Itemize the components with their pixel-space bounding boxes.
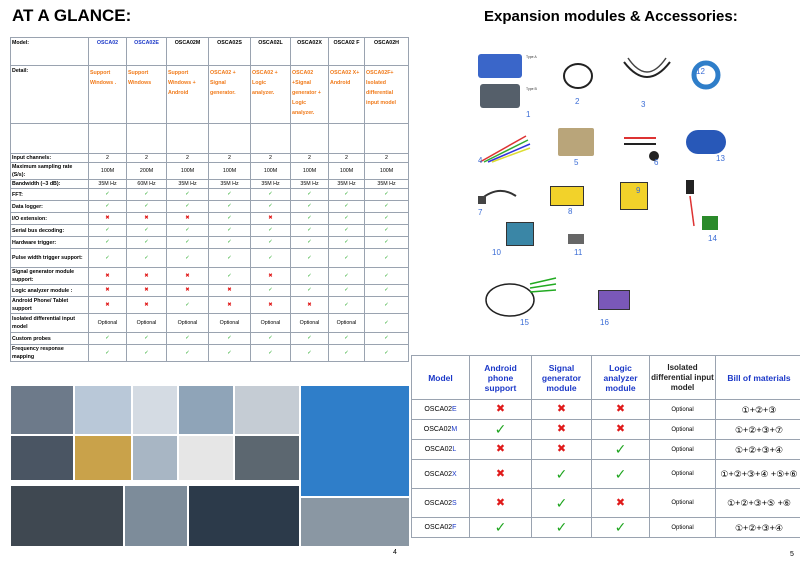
model-prefix: OSCA02	[423, 426, 452, 433]
check-icon: ✓	[329, 213, 365, 225]
model-suffix: X	[451, 470, 457, 478]
table-row	[412, 460, 800, 489]
row-label: FFT:	[11, 189, 89, 201]
detail-cell: Support Windows	[127, 66, 167, 124]
value-cell: 35M Hz	[209, 180, 251, 189]
accessory-connector	[568, 234, 584, 244]
check-icon: ✓	[592, 440, 650, 460]
photo-board	[74, 435, 132, 481]
bom-cell: ①+②+③+④	[716, 440, 800, 460]
check-icon: ✓	[127, 333, 167, 345]
isolated-cell: Optional	[650, 489, 716, 518]
accessory-oscilloscope-type-b	[480, 84, 520, 108]
detail-label: Detail:	[11, 66, 89, 124]
check-icon: ✓	[291, 285, 329, 297]
table-row	[11, 66, 409, 124]
check-icon: ✓	[89, 201, 127, 213]
value-cell: 2	[209, 154, 251, 163]
table-row	[11, 333, 409, 345]
accessory-expansion-module	[598, 290, 630, 310]
model-cell	[412, 518, 470, 538]
row-label: Android Phone/ Tablet support	[11, 297, 89, 314]
check-icon: ✓	[470, 518, 532, 538]
check-icon: ✓	[291, 213, 329, 225]
accessory-type-a-label: Type A	[526, 55, 537, 59]
header-label: Model:	[11, 38, 89, 66]
check-icon: ✓	[329, 249, 365, 268]
photo-lab-screens	[188, 485, 300, 547]
cross-icon: ✖	[127, 268, 167, 285]
table-row	[412, 440, 800, 460]
check-icon: ✓	[209, 345, 251, 362]
page-title-right: Expansion modules & Accessories:	[484, 8, 738, 25]
value-cell: Optional	[127, 314, 167, 333]
check-icon: ✓	[291, 345, 329, 362]
value-cell: Optional	[89, 314, 127, 333]
cross-icon: ✖	[89, 268, 127, 285]
cross-icon: ✖	[251, 268, 291, 285]
check-icon: ✓	[291, 201, 329, 213]
cross-icon: ✖	[470, 489, 532, 518]
isolated-cell: Optional	[650, 400, 716, 420]
column-header: Bill of materials	[716, 356, 800, 400]
accessory-logic-leads	[480, 274, 560, 322]
check-icon: ✓	[251, 249, 291, 268]
detail-cell: OSCA02 X+ Android	[329, 66, 365, 124]
model-prefix: OSCA02	[424, 470, 452, 478]
accessory-number: 4	[478, 156, 483, 165]
check-icon: ✓	[167, 189, 209, 201]
cross-icon: ✖	[127, 213, 167, 225]
check-icon: ✓	[167, 201, 209, 213]
photo-screen	[10, 435, 74, 481]
isolated-cell: Optional	[650, 460, 716, 489]
check-icon: ✓	[365, 333, 409, 345]
check-icon: ✓	[89, 333, 127, 345]
check-icon: ✓	[329, 189, 365, 201]
isolated-cell: Optional	[650, 420, 716, 440]
table-row	[412, 518, 800, 538]
accessory-number: 5	[574, 158, 579, 167]
cross-icon: ✖	[251, 213, 291, 225]
isolated-cell: Optional	[650, 518, 716, 538]
cross-icon: ✖	[532, 440, 592, 460]
photo-workbench	[124, 485, 188, 547]
cross-icon: ✖	[470, 400, 532, 420]
table-row	[11, 180, 409, 189]
detail-cell: Support Windows .	[89, 66, 127, 124]
check-icon: ✓	[167, 249, 209, 268]
value-cell: 35M Hz	[365, 180, 409, 189]
cross-icon: ✖	[470, 460, 532, 489]
check-icon: ✓	[251, 189, 291, 201]
check-icon: ✓	[209, 213, 251, 225]
check-icon: ✓	[592, 460, 650, 489]
accessory-interface-module	[506, 222, 534, 246]
table-row	[11, 163, 409, 180]
row-label: Input channels:	[11, 154, 89, 163]
row-label: Isolated differential input model	[11, 314, 89, 333]
table-row	[412, 420, 800, 440]
table-row	[11, 225, 409, 237]
check-icon: ✓	[365, 213, 409, 225]
value-cell: 35M Hz	[167, 180, 209, 189]
check-icon: ✓	[532, 518, 592, 538]
accessory-number: 13	[716, 154, 725, 163]
accessory-adapter-board	[558, 128, 594, 156]
value-cell: Optional	[209, 314, 251, 333]
value-cell: 100M	[329, 163, 365, 180]
table-row	[412, 400, 800, 420]
value-cell: 100M	[209, 163, 251, 180]
check-icon: ✓	[167, 345, 209, 362]
check-icon: ✓	[167, 237, 209, 249]
accessory-number: 2	[575, 97, 580, 106]
table-row	[11, 189, 409, 201]
table-row	[11, 297, 409, 314]
check-icon: ✓	[89, 237, 127, 249]
accessory-number: 8	[568, 207, 573, 216]
check-icon: ✓	[329, 237, 365, 249]
accessory-otg-adapter	[476, 180, 520, 208]
accessory-signal-generator	[620, 182, 648, 210]
check-icon: ✓	[329, 225, 365, 237]
cross-icon: ✖	[89, 213, 127, 225]
accessory-number: 9	[636, 186, 641, 195]
row-label: Data logger:	[11, 201, 89, 213]
photo-phone	[234, 435, 300, 481]
accessory-oscilloscope-type-a	[478, 54, 522, 78]
detail-cell: OSCA02F+ Isolated differential input model	[365, 66, 409, 124]
value-cell: 100M	[167, 163, 209, 180]
bill-of-materials-table	[411, 355, 800, 538]
spacer-cell	[291, 124, 329, 154]
cross-icon: ✖	[167, 213, 209, 225]
photo-modules	[132, 385, 178, 435]
check-icon: ✓	[365, 285, 409, 297]
page-number-left: 4	[393, 549, 397, 556]
photo-engineer	[300, 497, 410, 547]
value-cell: 2	[167, 154, 209, 163]
accessory-test-leads	[476, 132, 532, 166]
model-suffix: S	[451, 499, 457, 507]
accessory-number: 7	[478, 208, 483, 217]
photo-cables	[132, 435, 178, 481]
row-label: Bandwidth (−3 dB):	[11, 180, 89, 189]
check-icon: ✓	[251, 345, 291, 362]
value-cell: 200M	[127, 163, 167, 180]
cross-icon: ✖	[209, 297, 251, 314]
detail-cell: OSCA02 + Signal generator.	[209, 66, 251, 124]
photo-current-clamp	[300, 385, 410, 497]
check-icon: ✓	[329, 285, 365, 297]
value-cell: 100M	[291, 163, 329, 180]
model-header: OSCA02 F	[329, 38, 365, 66]
accessory-type-b-label: Type B	[526, 87, 537, 91]
page-number-right: 5	[790, 551, 794, 558]
check-icon: ✓	[291, 237, 329, 249]
check-icon: ✓	[329, 345, 365, 362]
table-row	[11, 345, 409, 362]
check-icon: ✓	[532, 489, 592, 518]
check-icon: ✓	[365, 345, 409, 362]
cross-icon: ✖	[127, 285, 167, 297]
photo-wiring	[178, 435, 234, 481]
row-label: Logic analyzer module :	[11, 285, 89, 297]
row-label: Custom probes	[11, 333, 89, 345]
detail-cell: OSCA02 + Logic analyzer.	[251, 66, 291, 124]
check-icon: ✓	[470, 420, 532, 440]
bom-cell: ①+②+③+⑤ +⑥	[716, 489, 800, 518]
table-row	[11, 201, 409, 213]
value-cell: Optional	[251, 314, 291, 333]
value-cell: 2	[251, 154, 291, 163]
check-icon: ✓	[251, 225, 291, 237]
spacer-cell	[89, 124, 127, 154]
cross-icon: ✖	[251, 297, 291, 314]
model-cell	[412, 489, 470, 518]
value-cell: 2	[329, 154, 365, 163]
row-label: Hardware trigger:	[11, 237, 89, 249]
spacer-cell	[365, 124, 409, 154]
value-cell: 35M Hz	[89, 180, 127, 189]
accessory-usb-cable	[560, 56, 596, 96]
cross-icon: ✖	[89, 285, 127, 297]
check-icon: ✓	[127, 249, 167, 268]
table-row	[11, 249, 409, 268]
value-cell: 100M	[365, 163, 409, 180]
value-cell: 2	[127, 154, 167, 163]
cross-icon: ✖	[592, 400, 650, 420]
check-icon: ✓	[127, 189, 167, 201]
bom-cell: ①+②+③+⑦	[716, 420, 800, 440]
model-prefix: OSCA02	[424, 499, 452, 507]
check-icon: ✓	[365, 314, 409, 333]
cross-icon: ✖	[470, 440, 532, 460]
value-cell: 2	[291, 154, 329, 163]
check-icon: ✓	[167, 225, 209, 237]
check-icon: ✓	[251, 237, 291, 249]
check-icon: ✓	[365, 297, 409, 314]
model-header: OSCA02S	[209, 38, 251, 66]
detail-cell: Support Windows + Android	[167, 66, 209, 124]
accessory-number: 10	[492, 248, 501, 257]
model-header: OSCA02L	[251, 38, 291, 66]
cross-icon: ✖	[532, 400, 592, 420]
check-icon: ✓	[365, 237, 409, 249]
accessory-number: 1	[526, 110, 531, 119]
column-header: Logic analyzer module	[592, 356, 650, 400]
spacer-cell	[329, 124, 365, 154]
check-icon: ✓	[291, 225, 329, 237]
table-row	[412, 489, 800, 518]
check-icon: ✓	[127, 225, 167, 237]
table-row	[11, 268, 409, 285]
value-cell: Optional	[291, 314, 329, 333]
check-icon: ✓	[209, 225, 251, 237]
model-header: OSCA02	[89, 38, 127, 66]
model-cell	[412, 440, 470, 460]
cross-icon: ✖	[167, 285, 209, 297]
model-header: OSCA02H	[365, 38, 409, 66]
check-icon: ✓	[89, 345, 127, 362]
accessory-isolated-probe	[680, 176, 730, 244]
table-row	[11, 237, 409, 249]
accessory-number: 12	[696, 67, 705, 76]
model-header: OSCA02M	[167, 38, 209, 66]
check-icon: ✓	[209, 333, 251, 345]
detail-cell: OSCA02 +Signal generator + Logic analyzer.	[291, 66, 329, 124]
model-prefix: OSCA02	[424, 446, 453, 453]
photo-hand-device	[178, 385, 234, 435]
check-icon: ✓	[291, 333, 329, 345]
row-label: Frequency response mapping	[11, 345, 89, 362]
value-cell: 35M Hz	[329, 180, 365, 189]
model-suffix: F	[452, 524, 457, 531]
photo-device-closeup	[74, 385, 132, 435]
cross-icon: ✖	[291, 297, 329, 314]
spacer-cell	[11, 124, 89, 154]
value-cell: Optional	[329, 314, 365, 333]
check-icon: ✓	[167, 333, 209, 345]
check-icon: ✓	[127, 345, 167, 362]
cross-icon: ✖	[532, 420, 592, 440]
check-icon: ✓	[592, 518, 650, 538]
check-icon: ✓	[365, 249, 409, 268]
row-label: Signal generator module support:	[11, 268, 89, 285]
accessory-carry-case	[686, 130, 726, 154]
cross-icon: ✖	[127, 297, 167, 314]
page-title-left: AT A GLANCE:	[12, 6, 132, 25]
cross-icon: ✖	[167, 268, 209, 285]
accessory-logic-module	[550, 186, 584, 206]
isolated-cell: Optional	[650, 440, 716, 460]
bom-cell: ①+②+③+④ +⑤+⑥	[716, 460, 800, 489]
check-icon: ✓	[209, 249, 251, 268]
check-icon: ✓	[209, 189, 251, 201]
check-icon: ✓	[251, 201, 291, 213]
value-cell: Optional	[167, 314, 209, 333]
cross-icon: ✖	[209, 285, 251, 297]
table-row	[11, 213, 409, 225]
value-cell: 2	[89, 154, 127, 163]
column-header: Signal generator module	[532, 356, 592, 400]
spacer-cell	[167, 124, 209, 154]
check-icon: ✓	[329, 201, 365, 213]
value-cell: 60M Hz	[127, 180, 167, 189]
row-label: Pulse width trigger support:	[11, 249, 89, 268]
table-row	[11, 285, 409, 297]
check-icon: ✓	[127, 237, 167, 249]
photo-repair	[10, 485, 124, 547]
value-cell: 100M	[89, 163, 127, 180]
check-icon: ✓	[251, 333, 291, 345]
value-cell: 100M	[251, 163, 291, 180]
accessory-number: 16	[600, 318, 609, 327]
accessory-number: 11	[574, 248, 583, 257]
value-cell: 35M Hz	[251, 180, 291, 189]
table-header-row	[11, 38, 409, 66]
bom-cell: ①+②+③	[716, 400, 800, 420]
accessories-grid	[470, 40, 800, 345]
spacer-cell	[251, 124, 291, 154]
check-icon: ✓	[89, 225, 127, 237]
row-label: Serial bus decoding:	[11, 225, 89, 237]
check-icon: ✓	[532, 460, 592, 489]
check-icon: ✓	[365, 225, 409, 237]
application-photo-collage	[10, 385, 410, 547]
model-prefix: OSCA02	[424, 524, 453, 531]
model-cell	[412, 420, 470, 440]
cross-icon: ✖	[592, 420, 650, 440]
table-row	[11, 154, 409, 163]
row-label: I/O extension:	[11, 213, 89, 225]
value-cell: 35M Hz	[291, 180, 329, 189]
check-icon: ✓	[209, 237, 251, 249]
accessory-number: 6	[654, 158, 659, 167]
check-icon: ✓	[329, 297, 365, 314]
accessory-probes	[620, 52, 674, 98]
column-header: Isolated differential input model	[650, 356, 716, 400]
spacer-cell	[209, 124, 251, 154]
accessory-current-clamp	[688, 58, 724, 92]
check-icon: ✓	[127, 201, 167, 213]
check-icon: ✓	[251, 285, 291, 297]
check-icon: ✓	[329, 333, 365, 345]
accessory-number: 14	[708, 234, 717, 243]
check-icon: ✓	[291, 268, 329, 285]
cross-icon: ✖	[89, 297, 127, 314]
check-icon: ✓	[89, 249, 127, 268]
check-icon: ✓	[209, 268, 251, 285]
accessory-number: 3	[641, 100, 646, 109]
row-label: Maximum sampling rate (S/s):	[11, 163, 89, 180]
model-prefix: OSCA02	[424, 406, 452, 413]
accessory-number: 15	[520, 318, 529, 327]
table-row	[11, 314, 409, 333]
column-header: Android phone support	[470, 356, 532, 400]
column-header: Model	[412, 356, 470, 400]
check-icon: ✓	[291, 189, 329, 201]
check-icon: ✓	[365, 189, 409, 201]
model-suffix: M	[451, 426, 458, 433]
model-suffix: L	[452, 446, 457, 453]
cross-icon: ✖	[592, 489, 650, 518]
comparison-table	[10, 37, 409, 362]
model-cell	[412, 460, 470, 489]
check-icon: ✓	[89, 189, 127, 201]
photo-laptop-oscilloscope	[10, 385, 74, 435]
check-icon: ✓	[365, 201, 409, 213]
table-header-row	[412, 356, 800, 400]
check-icon: ✓	[167, 297, 209, 314]
check-icon: ✓	[209, 201, 251, 213]
model-header: OSCA02X	[291, 38, 329, 66]
value-cell: 2	[365, 154, 409, 163]
photo-logic-probe	[234, 385, 300, 435]
check-icon: ✓	[291, 249, 329, 268]
model-cell	[412, 400, 470, 420]
bom-cell: ①+②+③+④	[716, 518, 800, 538]
check-icon: ✓	[365, 268, 409, 285]
model-suffix: E	[451, 406, 457, 413]
model-header: OSCA02E	[127, 38, 167, 66]
check-icon: ✓	[329, 268, 365, 285]
spacer-cell	[127, 124, 167, 154]
